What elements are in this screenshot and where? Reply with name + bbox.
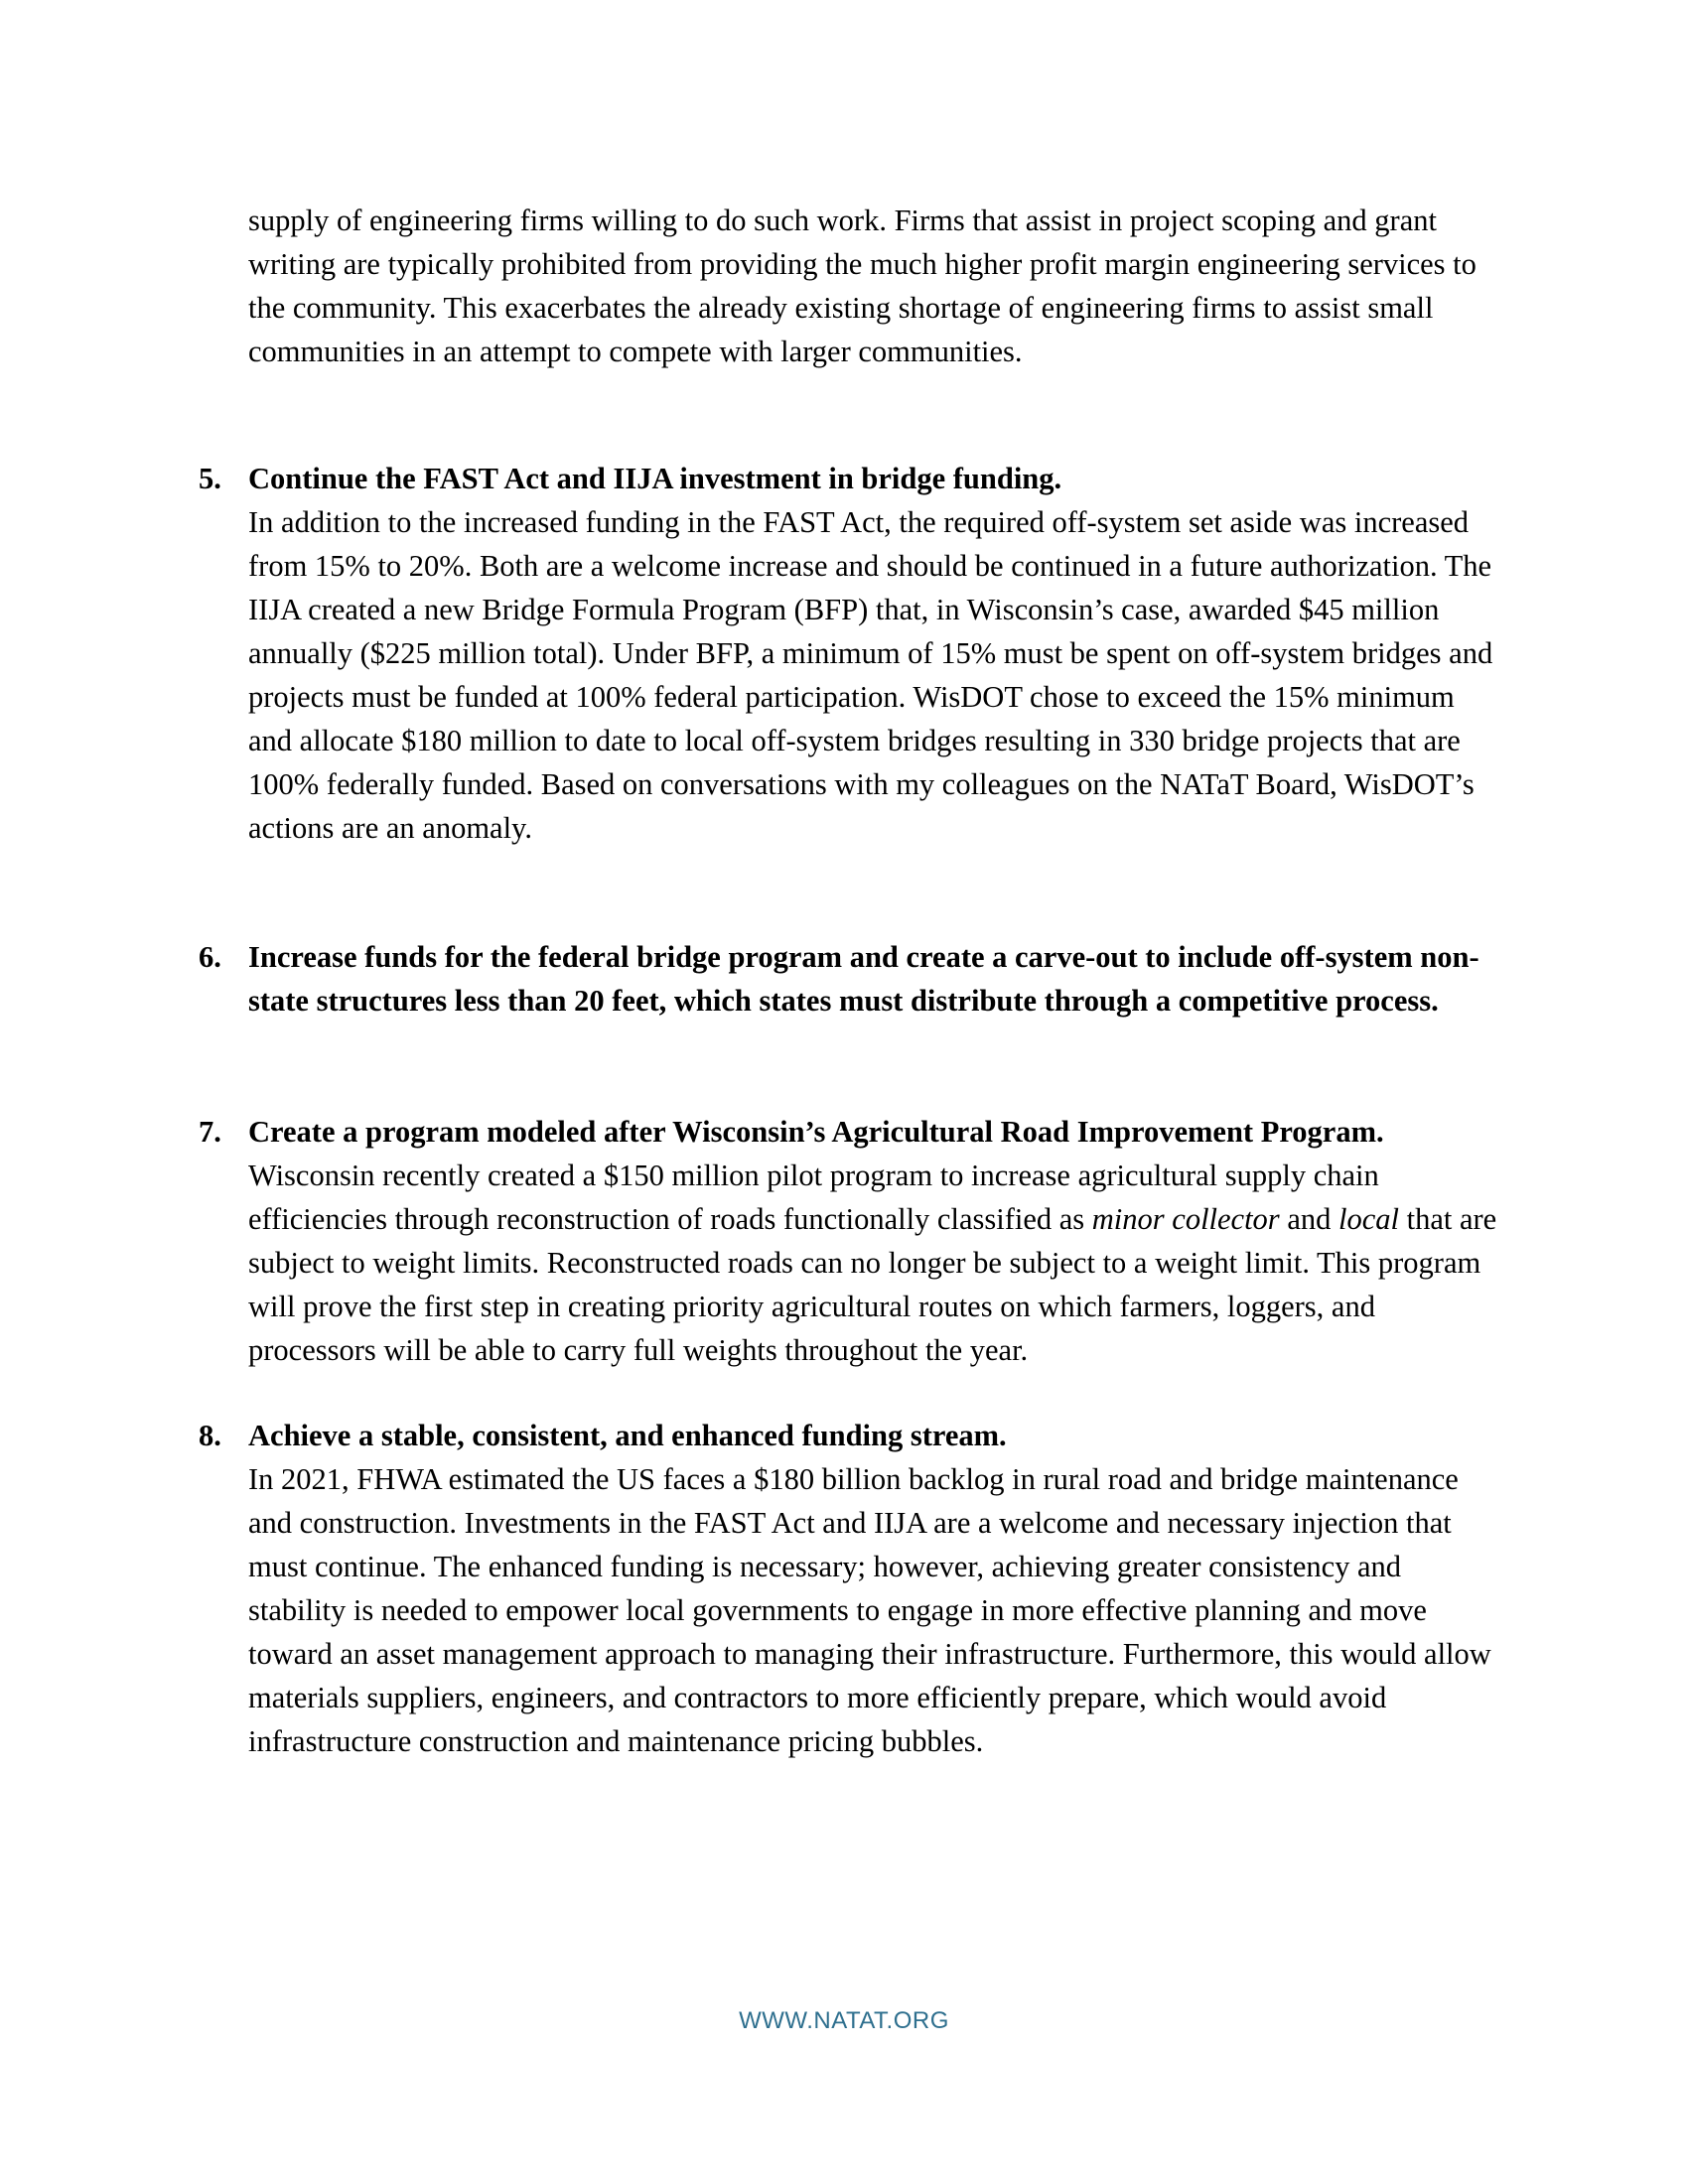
item-paragraph: In addition to the increased funding in the FAST Act, the required off-system set aside was increased from 15% to 20%. Both are a welcome increase and should be continued in a future authorization. The IIJA created a new Bridge Formula Program (BFP) that, in Wisconsin’s case, awarded $45 million annually ($225 million total). Under BFP, a minimum of 15% must be spent on off-system bridges and projects must be funded at 100% federal participation. WisDOT chose to exceed the 15% minimum and allocate $180 million to date to local off-system bridges resulting in 330 bridge projects that are 100% federally funded. Based on conversations with my colleagues on the NATaT Board, WisDOT’s actions are an anomaly. xyxy=(248,505,1493,845)
intro-paragraph: supply of engineering firms willing to do such work. Firms that assist in project scoping and grant writing are typically prohibited from providing the much higher profit margin engineering services to the community. This exacerbates the already existing shortage of engineering firms to assist small communities in an attempt to compete with larger communities. xyxy=(248,204,1477,368)
paragraph-text: and xyxy=(1279,1202,1338,1236)
item-heading: Create a program modeled after Wisconsin’s Agricultural Road Improvement Program. xyxy=(248,1115,1384,1149)
item-heading: Continue the FAST Act and IIJA investment in bridge funding. xyxy=(248,462,1062,495)
item-number: 5. xyxy=(199,462,221,495)
list-item-7 xyxy=(199,1110,1499,1372)
item-body xyxy=(248,457,1499,850)
footer-website-url[interactable]: WWW.NATAT.ORG xyxy=(739,2007,949,2034)
item-paragraph xyxy=(248,1154,1499,1372)
italic-term: local xyxy=(1337,1202,1399,1236)
item-paragraph: In 2021, FHWA estimated the US faces a $180 billion backlog in rural road and bridge maintenance and construction. Investments in the FAST Act and IIJA are a welcome and necessary injection that must continue. The enhanced funding is necessary; however, achieving greater consistency and stability is needed to empower local governments to engage in more effective planning and move toward an asset management approach to managing their infrastructure. Furthermore, this would allow materials suppliers, engineers, and contractors to more efficiently prepare, which would avoid infrastructure construction and maintenance pricing bubbles. xyxy=(248,1462,1491,1758)
item-number: 8. xyxy=(199,1419,221,1452)
item-body xyxy=(248,1414,1499,1763)
list-item-5 xyxy=(199,457,1499,850)
paragraph-text: Wisconsin recently created a $150 million pilot program to increase agricultural supply chain efficiencies through reconstruction of roads functionally classified as xyxy=(248,1159,1379,1236)
paragraph-text: that are subject to weight limits. Reconstructed roads can no longer be subject to a weight limit. This program will prove the first step in creating priority agricultural routes on which farmers, loggers, and processors will be able to carry full weights throughout the year. xyxy=(248,1202,1497,1367)
item-number: 7. xyxy=(199,1115,221,1149)
item-heading: Increase funds for the federal bridge program and create a carve-out to include off-system non-state structures less than 20 feet, which states must distribute through a competitive process. xyxy=(248,940,1479,1018)
list-item-6 xyxy=(199,935,1499,1023)
item-heading: Achieve a stable, consistent, and enhanced funding stream. xyxy=(248,1419,1007,1452)
list-item-8 xyxy=(199,1414,1499,1763)
italic-term: minor collector xyxy=(1091,1202,1280,1236)
item-number: 6. xyxy=(199,940,221,974)
item-body xyxy=(248,1110,1499,1372)
item-body xyxy=(248,935,1499,1023)
